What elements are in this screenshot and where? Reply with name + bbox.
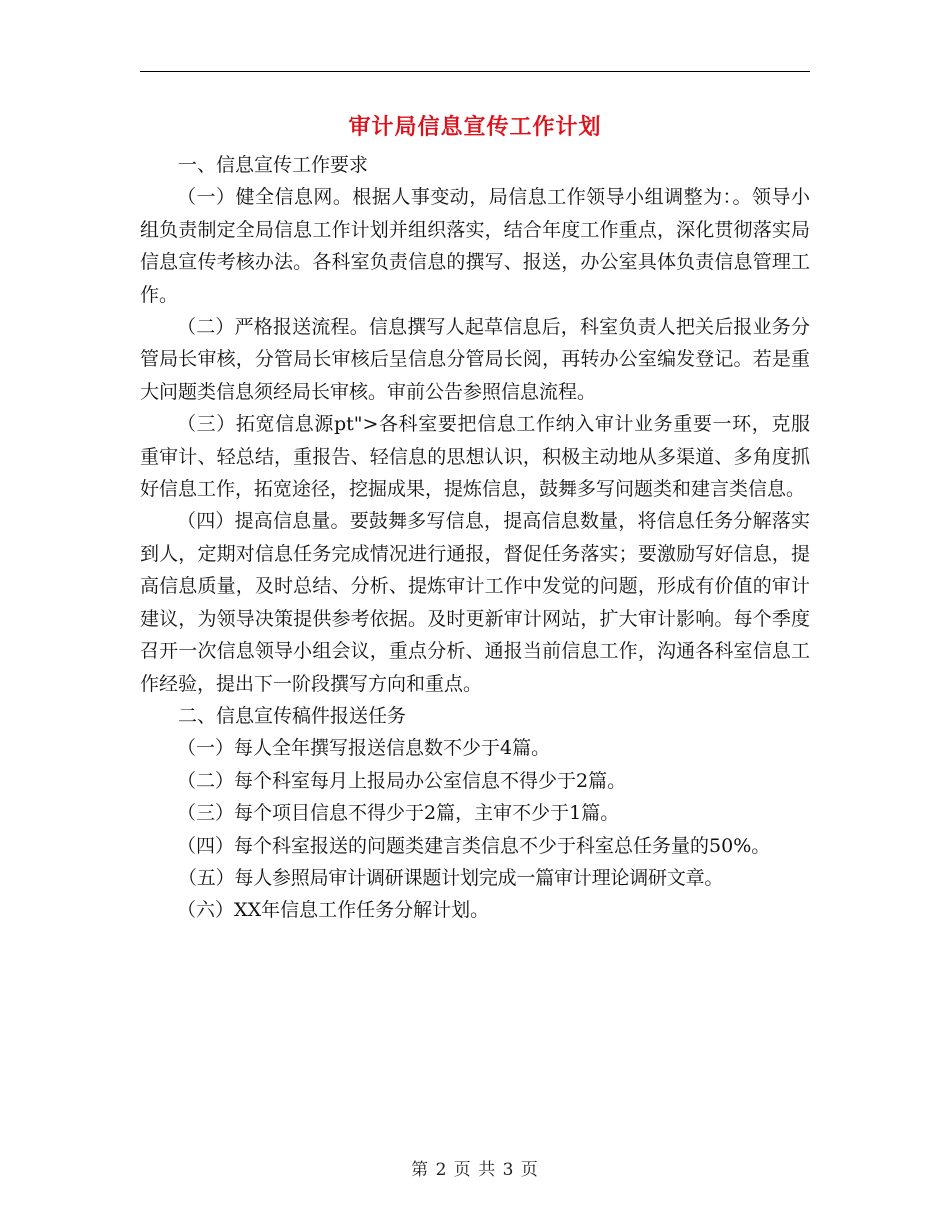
header-rule	[140, 71, 810, 72]
paragraph-1-2: （二）严格报送流程。信息撰写人起草信息后，科室负责人把关后报业务分管局长审核，分管局长审核后呈信息分管局长阅，再转办公室编发登记。若是重大问题类信息须经局长审核。审前公告参照信息流程。	[140, 316, 810, 403]
section-heading-2: 二、信息宣传稿件报送任务	[178, 704, 407, 727]
task-item-4: （四）每个科室报送的问题类建言类信息不少于科室总任务量的50%。	[177, 834, 771, 857]
task-item-2: （二）每个科室每月上报局办公室信息不得少于2篇。	[177, 769, 627, 792]
document-title: 审计局信息宣传工作计划	[348, 115, 602, 140]
paragraph-1-3: （三）拓宽信息源pt">各科室要把信息工作纳入审计业务重要一环，克服重审计、轻总结，重报告、轻信息的思想认识，积极主动地从多渠道、多角度抓好信息工作，拓宽途径，挖掘成果，提炼信息，鼓舞多写问题类和建言类信息。	[140, 413, 810, 501]
page-number-footer: 第 2 页 共 3 页	[411, 1160, 539, 1180]
paragraph-1-1: （一）健全信息网。根据人事变动，局信息工作领导小组调整为：。领导小组负责制定全局信息工作计划并组织落实，结合年度工作重点，深化贯彻落实局信息宣传考核办法。各科室负责信息的撰写、报送，办公室具体负责信息管理工作。	[140, 186, 810, 306]
task-item-1: （一）每人全年撰写报送信息数不少于4篇。	[177, 737, 551, 760]
task-item-5: （五）每人参照局审计调研课题计划完成一篇审计理论调研文章。	[178, 866, 724, 889]
section-heading-1: 一、信息宣传工作要求	[178, 154, 369, 176]
task-item-3: （三）每个项目信息不得少于2篇，主审不少于1篇。	[177, 802, 620, 825]
task-item-6: （六）XX年信息工作任务分解计划。	[177, 899, 490, 922]
paragraph-1-4: （四）提高信息量。要鼓舞多写信息，提高信息数量，将信息任务分解落实到人，定期对信息任务完成情况进行通报，督促任务落实；要激励写好信息，提高信息质量，及时总结、分析、提炼审计工作中发觉的问题，形成有价值的审计建议，为领导决策提供参考依据。及时更新审计网站，扩大审计影响。每个季度召开一次信息领导小组会议，重点分析、通报当前信息工作，沟通各科室信息工作经验，提出下一阶段撰写方向和重点。	[140, 510, 810, 695]
document-body	[140, 149, 810, 927]
